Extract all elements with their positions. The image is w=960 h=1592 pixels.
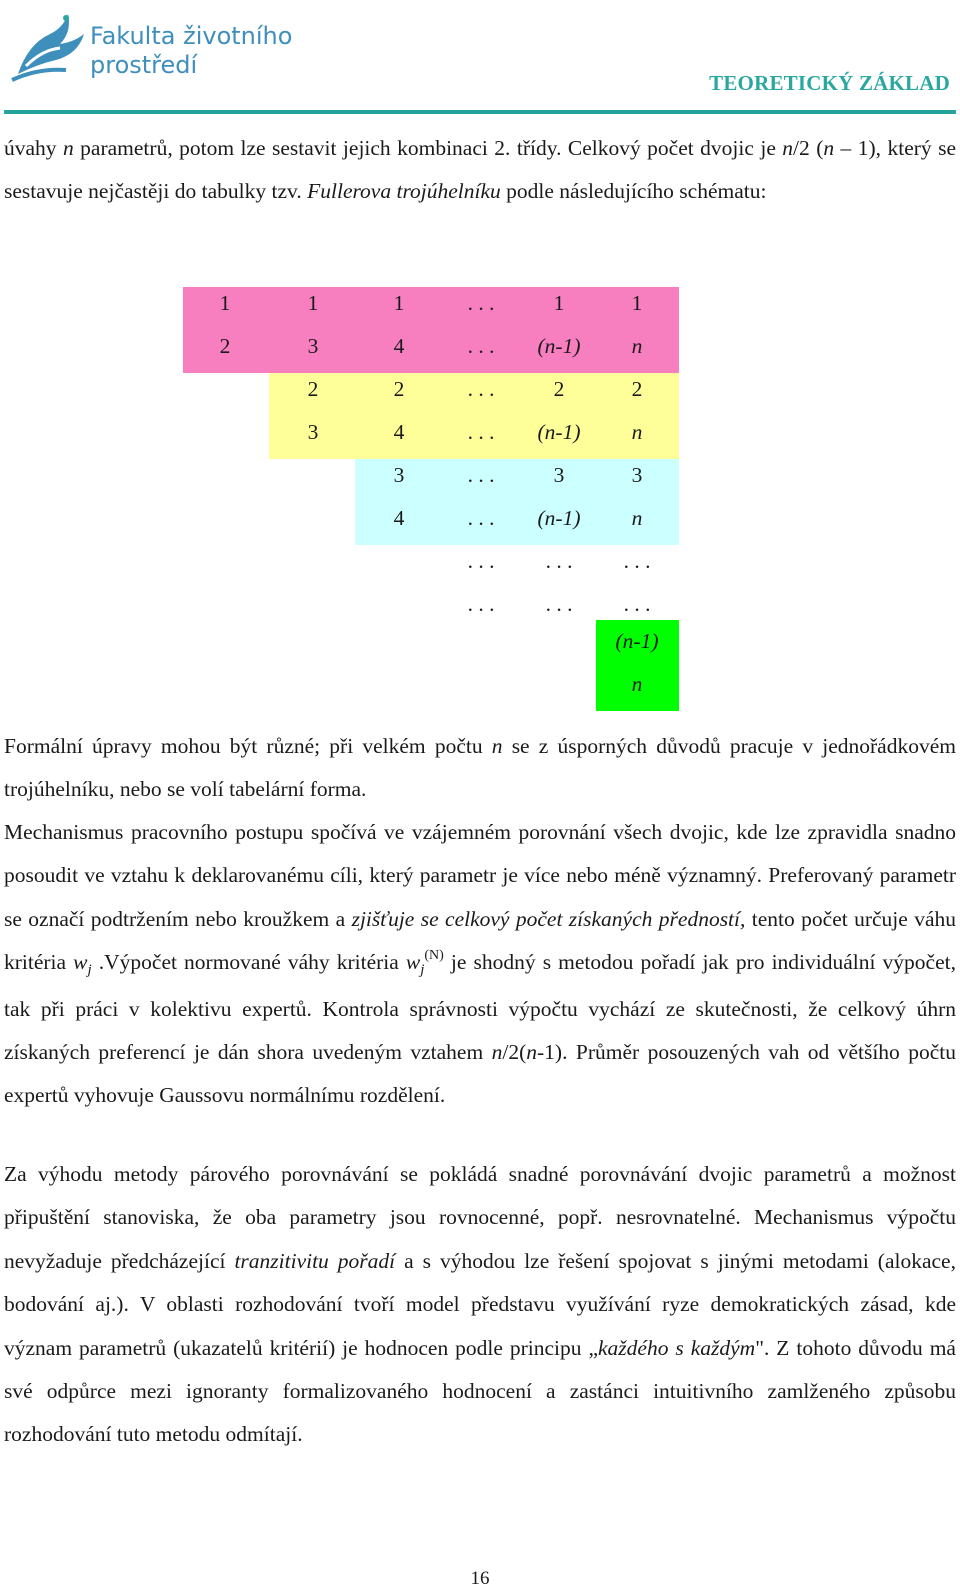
paragraph-advantages <box>4 1153 956 1457</box>
faculty-brand <box>90 22 292 80</box>
page-header <box>0 0 960 118</box>
paragraph-formal <box>4 725 956 812</box>
schema-cell: 3 <box>307 334 319 358</box>
text: /2 ( <box>793 136 824 160</box>
schema-cell: n <box>631 334 643 358</box>
math-superscript: (N) <box>424 948 444 964</box>
text: -1). Průměr posouzených vah od většího počtu expertů vyhovuje Gaussovu normálnímu rozdělení. <box>4 1040 956 1108</box>
schema-cell: 1 <box>219 291 231 315</box>
schema-cell: 4 <box>393 334 405 358</box>
math-subscript: j <box>87 962 92 979</box>
schema-cell: n <box>631 672 643 696</box>
math-n: n <box>491 734 503 758</box>
math-n: n <box>526 1040 538 1065</box>
text: se z úsporných důvodů pracuje v jednořádkovém trojúhelníku, nebo se volí tabelární forma. <box>4 734 956 802</box>
math-n: n <box>782 136 794 160</box>
math-n: n <box>62 136 74 160</box>
text: /2( <box>502 1040 527 1065</box>
text: úvahy <box>4 136 63 160</box>
text: – 1), který se sestavuje nejčastěji do tabulky tzv. <box>4 136 956 204</box>
schema-ellipsis: . . . <box>467 592 495 616</box>
schema-cell: . . . <box>467 334 495 358</box>
schema-cell: 2 <box>219 334 231 358</box>
header-divider <box>4 110 956 114</box>
section-title: TEORETICKÝ ZÁKLAD <box>709 71 950 95</box>
text: tento počet určuje váhu kritéria <box>4 906 957 975</box>
schema-cell: 2 <box>631 377 643 401</box>
schema-cell: (n-1) <box>537 506 581 530</box>
brand-line-1: Fakulta životního <box>90 22 293 50</box>
schema-cell: 1 <box>393 291 405 315</box>
math-n: n <box>491 1040 503 1065</box>
paragraph-mechanism <box>4 811 956 1118</box>
text: Formální úpravy mohou být různé; při velkém počtu <box>4 734 492 758</box>
intro-paragraph <box>4 127 956 214</box>
text: .Výpočet normované váhy kritéria <box>91 950 406 975</box>
text: ". Z tohoto důvodu má své odpůrce mezi ignoranty formalizovaného hodnocení a zastánci intuitivního zamlženého způsobu rozhodování tuto metodu odmítají. <box>4 1335 956 1447</box>
schema-cell: 1 <box>307 291 319 315</box>
schema-cell: 3 <box>553 463 565 487</box>
schema-cell: . . . <box>467 420 495 444</box>
faculty-logo-icon <box>8 4 88 86</box>
italic-term: tranzitivitu pořadí <box>234 1248 396 1273</box>
text: a s výhodou lze řešení spojovat s jinými metodami (alokace, bodování aj.). V oblasti rozhodování tvoří model představu využívání ryze demokratických zásad, kde význam parametrů (ukazatelů kritérií) je hodnocen podle principu „ <box>4 1248 956 1360</box>
brand-line-2: prostředí <box>90 51 198 79</box>
schema-cell: 4 <box>393 506 405 530</box>
schema-cell: . . . <box>467 291 495 315</box>
schema-cell: 1 <box>553 291 565 315</box>
text: Mechanismus pracovního postupu spočívá ve vzájemném porovnání všech dvojic, kde lze zpravidla snadno posoudit ve vztahu k deklarovanému cíli, který parametr je více nebo méně významný. Preferovaný parametr se označí podtržením nebo kroužkem a <box>4 820 956 931</box>
schema-ellipsis: . . . <box>467 549 495 573</box>
schema-cell: (n-1) <box>537 334 581 358</box>
schema-cell: 1 <box>631 291 643 315</box>
text: je shodný s metodou pořadí jak pro individuální výpočet, tak při práci v kolektivu expertů. Kontrola správnosti výpočtu vychází ze skutečnosti, že celkový úhrn získaných preferencí je dán shora uvedeným vztahem <box>4 950 956 1065</box>
schema-ellipsis: . . . <box>545 549 573 573</box>
italic-term: zjišťuje se celkový počet získaných předností, <box>351 906 746 931</box>
text: Za výhodu metody párového porovnávání se pokládá snadné porovnávání dvojic parametrů a možnost připuštění stanoviska, že oba parametry jsou rovnocenné, popř. nesrovnatelné. Mechanismus výpočtu nevyžaduje předcházející <box>4 1162 956 1273</box>
math-w: w <box>73 950 88 975</box>
page-number: 16 <box>470 1568 490 1589</box>
schema-ellipsis: . . . <box>623 549 651 573</box>
text: parametrů, potom lze sestavit jejich kombinaci 2. třídy. Celkový počet dvojic je <box>73 136 783 160</box>
schema-cell: . . . <box>467 377 495 401</box>
schema-cell: n <box>631 506 643 530</box>
fuller-triangle-schema <box>183 287 689 722</box>
math-w: w <box>405 950 421 975</box>
schema-cell: n <box>631 420 643 444</box>
italic-term: Fullerova trojúhelníku <box>307 179 501 204</box>
schema-ellipsis: . . . <box>545 592 573 616</box>
schema-cell: . . . <box>467 506 495 530</box>
schema-cell: 3 <box>393 463 405 487</box>
italic-term: každého s každým <box>598 1335 756 1360</box>
text: podle následujícího schématu: <box>500 179 767 204</box>
schema-cell: (n-1) <box>615 629 659 653</box>
schema-cell: 2 <box>553 377 565 401</box>
schema-cell: (n-1) <box>537 420 581 444</box>
schema-ellipsis: . . . <box>623 592 651 616</box>
schema-cell: 2 <box>393 377 405 401</box>
schema-cell: 3 <box>307 420 319 444</box>
math-n: n <box>823 136 835 160</box>
schema-cell: . . . <box>467 463 495 487</box>
schema-cell: 3 <box>631 463 643 487</box>
schema-cell: 4 <box>393 420 405 444</box>
math-subscript: j <box>420 962 425 979</box>
schema-cell: 2 <box>307 377 319 401</box>
